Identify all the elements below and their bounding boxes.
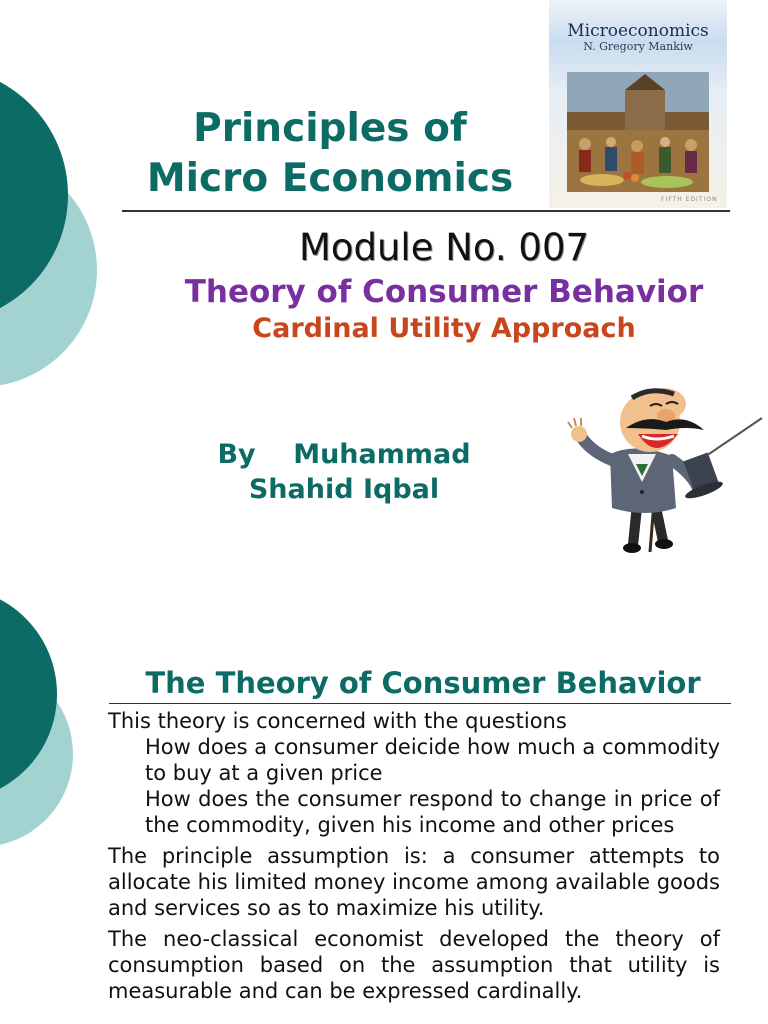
slide2-divider	[109, 703, 731, 704]
author-name: By Muhammad Shahid Iqbal	[217, 439, 471, 505]
question-1: How does a consumer deicide how much a commodity to buy at a given price	[145, 735, 720, 785]
subtitle-approach: Cardinal Utility Approach	[252, 313, 636, 344]
book-edition: FIFTH EDITION	[661, 196, 718, 203]
slide2-title: The Theory of Consumer Behavior	[145, 666, 701, 700]
subtitle-theory: Theory of Consumer Behavior	[184, 274, 704, 310]
course-title: Principles of Micro Economics	[146, 106, 514, 201]
content-slide	[0, 584, 768, 1024]
cartoon-man-image	[566, 384, 766, 566]
book-cover-image	[549, 0, 727, 208]
module-number: Module No. 007	[298, 226, 590, 269]
intro-text: This theory is concerned with the questions	[108, 709, 567, 733]
assumption-paragraph: The principle assumption is: a consumer attempts to allocate his limited money income among available goods and services so as to maximize his utility.	[108, 844, 720, 920]
slide1-circle-decoration	[0, 0, 110, 584]
neo-classical-paragraph: The neo-classical economist developed the theory of consumption based on the assumption that utility is measurable and can be expressed cardinally.	[108, 927, 720, 1003]
market-painting-icon	[567, 72, 709, 192]
question-2: How does the consumer respond to change in price of the commodity, given his income and other prices	[145, 787, 720, 837]
book-title: Microeconomics	[567, 21, 709, 41]
slide2-body	[108, 708, 720, 1004]
title-divider	[122, 210, 730, 212]
slide2-circle-decoration	[0, 584, 90, 1024]
book-author: N. Gregory Mankiw	[583, 40, 693, 53]
